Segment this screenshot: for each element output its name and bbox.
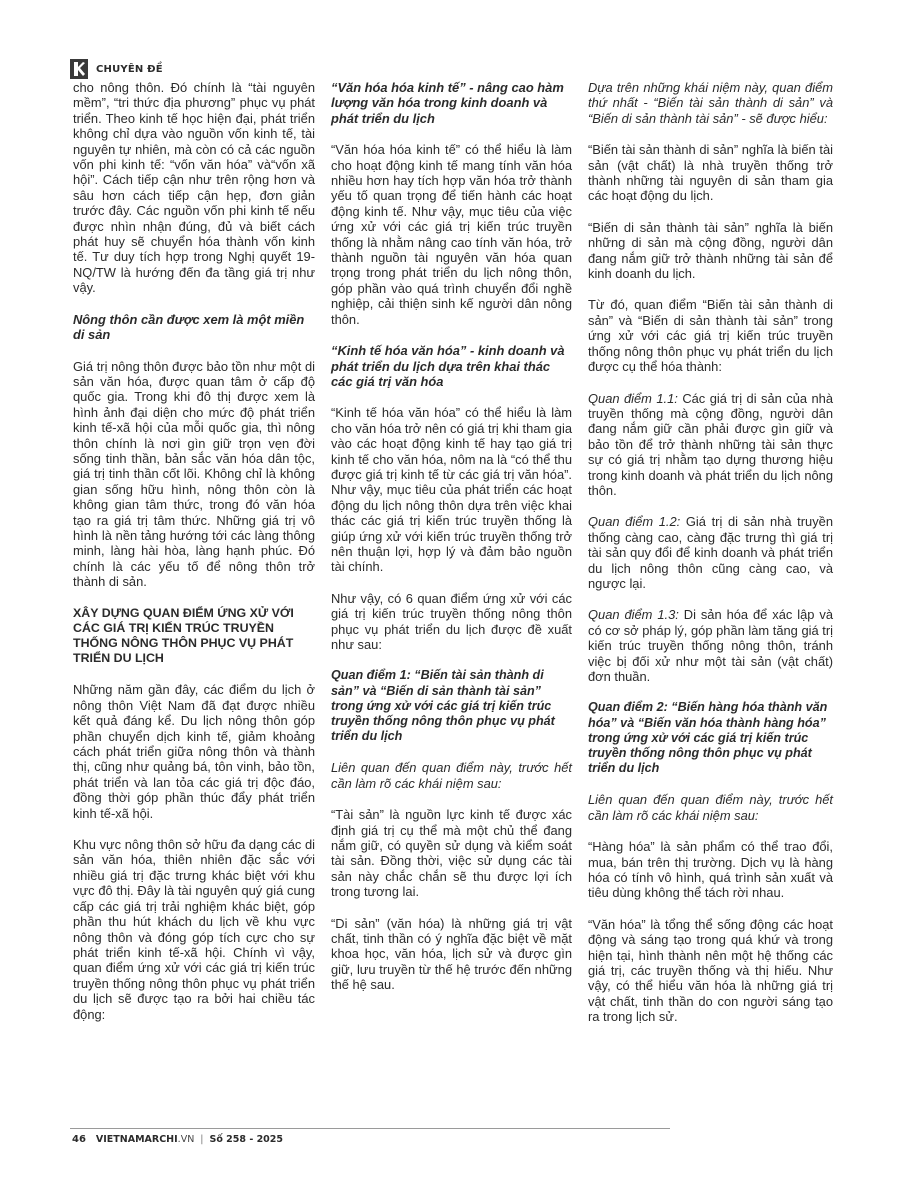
paragraph: “Biến di sản thành tài sản” nghĩa là biến những di sản mà cộng đồng, người dân đang nắm giữ trở thành những tài sản để kinh doanh du lịch. <box>588 219 833 282</box>
column-2 <box>331 80 572 1009</box>
paragraph: “Kinh tế hóa văn hóa” có thể hiểu là làm cho văn hóa trở nên có giá trị khi tham gia vào các hoạt động kinh tế hay tạo giá trị kinh tế cho văn hóa, nôm na là “có thể thu được giá trị kinh tế từ các giá trị văn hóa”. Như vậy, mục tiêu của phát triển các hoạt động du lịch nông thôn dựa trên việc khai thác các giá trị kiến trúc truyền thống là giúp ứng xử với kiến trúc truyền thống trở nên thuận lợi, hợp lý và đảm bảo nguồn tài chính. <box>331 405 572 575</box>
paragraph: “Văn hóa” là tổng thể sống động các hoạt động và sáng tạo trong quá khứ và trong hiện tại, hình thành nên một hệ thống các giá trị, các truyền thống và thị hiếu. Như vậy, có thể hiểu văn hóa là những giá trị vật chất, tinh thần do con người sáng tạo ra trong lịch sử. <box>588 916 833 1025</box>
footer-separator: | <box>200 1134 204 1145</box>
viewpoint-heading: Quan điểm 2: “Biến hàng hóa thành văn hóa” và “Biến văn hóa thành hàng hóa” trong ứng xử với các giá trị kiến trúc truyền thống nông thôn phục vụ phát triển du lịch <box>588 700 828 776</box>
viewpoint-label: Quan điểm 1.2: <box>588 514 681 530</box>
column-3 <box>588 80 833 1041</box>
paragraph: Như vậy, có 6 quan điểm ứng xử với các giá trị kiến trúc truyền thống nông thôn phục vụ phát triển du lịch được đề xuất như sau: <box>331 590 572 652</box>
paragraph: Những năm gần đây, các điểm du lịch ở nông thôn Việt Nam đã đạt được nhiều kết quả đáng kể. Du lịch nông thôn góp phần chuyển dịch kinh tế, giảm khoảng cách phát triển giữa nông thôn và thành thị, cũng như quảng bá, tôn vinh, bảo tồn, phát triển và lan tỏa các giá trị độc đáo, đồng thời góp phần thúc đẩy phát triển kinh tế-xã hội. <box>73 682 315 821</box>
brand-name: VIETNAMARCHI <box>95 1134 178 1145</box>
viewpoint-label: Quan điểm 1.1: <box>588 390 678 406</box>
section-heading: XÂY DỰNG QUAN ĐIỂM ỨNG XỬ VỚI CÁC GIÁ TRỊ KIẾN TRÚC TRUYỀN THỐNG NÔNG THÔN PHỤC VỤ PHÁT TRIỂN DU LỊCH <box>73 605 294 666</box>
viewpoint-text: Các giá trị di sản của nhà truyền thống mà cộng đồng, người dân đang nắm giữ cần phải được gìn giữ và bảo tồn để trở thành những tài sản thực sự có giá trị nhằm tạo dựng thương hiệu trong kinh doanh và phát triển du lịch nông thôn. <box>588 390 833 498</box>
viewpoint-text: Di sản hóa để xác lập và có cơ sở pháp lý, góp phần làm tăng giá trị kiến trúc truyền thống nông thôn, tránh việc bị đối xử như một tài sản (vật chất) đơn thuần. <box>588 607 833 684</box>
viewpoint-1-2 <box>588 514 833 591</box>
footer-divider <box>70 1128 670 1129</box>
paragraph: “Tài sản” là nguồn lực kinh tế được xác định giá trị cụ thể mà một chủ thể đang nắm giữ, có quyền sử dụng và kiểm soát tài sản. Đồng thời, việc sử dụng các tài sản này chắc chắn sẽ thu được lợi ích trong tương lai. <box>331 807 572 900</box>
subheading: Nông thôn cần được xem là một miền di sản <box>73 311 305 343</box>
magazine-logo-icon <box>70 59 88 79</box>
page-footer <box>70 1128 870 1152</box>
brand-domain: .VN <box>177 1134 195 1145</box>
subheading: “Kinh tế hóa văn hóa” - kinh doanh và phát triển du lịch dựa trên khai thác các giá trị văn hóa <box>331 343 565 389</box>
paragraph: “Biến tài sản thành di sản” nghĩa là biến tài sản (vật chất) là nhà truyền thống trở thành những tài nguyên di sản tham gia các hoạt động du lịch. <box>588 142 833 204</box>
paragraph: “Văn hóa hóa kinh tế” có thể hiểu là làm cho hoạt động kinh tế mang tính văn hóa nhiều hơn hay tích hợp văn hóa trở thành yếu tố quan trọng để tiến hành các hoạt động kinh tế. Như vậy, mục tiêu của việc ứng xử với các giá trị kiến trúc truyền thống là nhằm nâng cao tính văn hóa, trở thành nguồn tài nguyên văn hóa quan trọng trong phát triển du lịch nông thôn, góp phần vào quá trình chuyển đổi nghề nghiệp, cải thiện sinh kế người dân nông thôn. <box>331 142 572 327</box>
section-label: CHUYÊN ĐỀ <box>96 63 163 75</box>
viewpoint-heading: Quan điểm 1: “Biến tài sản thành di sản” và “Biến di sản thành tài sản” trong ứng xử với các giá trị kiến trúc truyền thống nông thôn phục vụ phát triển du lịch <box>331 668 555 744</box>
column-1 <box>73 80 315 1038</box>
issue-number: Số 258 - 2025 <box>209 1134 284 1145</box>
footer-text <box>72 1134 283 1145</box>
viewpoint-1-1 <box>588 391 833 499</box>
paragraph: “Hàng hóa” là sản phẩm có thể trao đổi, mua, bán trên thị trường. Dịch vụ là hàng hóa có tính vô hình, quá trình sản xuất và tiêu dùng không thể tách rời nhau. <box>588 839 833 901</box>
viewpoint-label: Quan điểm 1.3: <box>588 607 679 623</box>
viewpoint-text: Giá trị di sản nhà truyền thống càng cao, càng đặc trưng thì giá trị tài sản quy đổi để kinh doanh và phát triển du lịch nông thôn cũng càng cao, và ngược lại. <box>588 514 834 591</box>
paragraph: Từ đó, quan điểm “Biến tài sản thành di sản” và “Biến di sản thành tài sản” trong ứng xử với các giá trị kiến trúc truyền thống nông thôn phục vụ phát triển du lịch được cụ thể hóa thành: <box>588 297 833 375</box>
paragraph: “Di sản” (văn hóa) là những giá trị vật chất, tinh thần có ý nghĩa đặc biệt về mặt khoa học, văn hóa, lịch sử và được gìn giữ, lưu truyền từ thế hệ trước đến những thế hệ sau. <box>331 915 572 993</box>
viewpoint-1-3 <box>588 607 833 684</box>
paragraph: cho nông thôn. Đó chính là “tài nguyên mềm”, “tri thức địa phương” phục vụ phát triển. Theo kinh tế học hiện đại, phát triển không chỉ dựa vào nguồn vốn kinh tế, tài nguyên tự nhiên, mà còn có cả các nguồn vốn phi kinh tế: “vốn văn hóa” và“vốn xã hội”. Cách tiếp cận như trên rộng hơn và sâu hơn cách tiếp cận hẹp, đơn giản trước đây. Các nguồn vốn phi kinh tế nếu được nhìn nhận đúng, đủ và biết cách phát huy sẽ chuyển hóa thành vốn kinh tế. Tư duy tích hợp trong Nghị quyết 19-NQ/TW là hướng đến đa tầng giá trị như vậy. <box>73 80 315 296</box>
paragraph: Khu vực nông thôn sở hữu đa dạng các di sản văn hóa, thiên nhiên đặc sắc với nhiều giá trị đặc trưng khác biệt với khu vực đô thị. Đây là tài nguyên quý giá cung cấp các giá trị trải nghiệm khác biệt, góp phần thu hút khách du lịch về khu vực nông thôn và đóng góp tích cực cho sự phát triển kinh tế-xã hội. Chính vì vậy, quan điểm ứng xử với các giá trị kiến trúc truyền thống nông thôn phục vụ phát triển du lịch sẽ được tạo ra bởi hai chiều tác động: <box>73 837 315 1022</box>
paragraph: Dựa trên những khái niệm này, quan điểm thứ nhất - “Biến tài sản thành di sản” và “Biến di sản thành tài sản” - sẽ được hiểu: <box>588 80 833 126</box>
paragraph: Giá trị nông thôn được bảo tồn như một di sản văn hóa, được quan tâm ở cấp độ quốc gia. Trong khi đô thị được xem là hình ảnh đại diện cho mức độ phát triển kinh tế-xã hội của mỗi quốc gia, thì nông thôn chính là nơi gìn giữ trọn vẹn đời sống tinh thần, bản sắc văn hóa dân tộc, giá trị tinh thần cốt lõi. Không chỉ là không gian sống hữu hình, nông thôn còn là không gian tâm thức, trong đó văn hóa tạo ra giá trị tâm thức. Những giá trị vô hình là nền tảng hướng tới các làng thông minh, làng hài hòa, làng hạnh phúc. Đó chính là các yếu tố để nông thôn trở thành di sản. <box>73 358 315 590</box>
page-header <box>70 58 163 80</box>
page-number: 46 <box>72 1134 86 1145</box>
paragraph: Liên quan đến quan điểm này, trước hết cần làm rõ các khái niệm sau: <box>588 792 833 823</box>
subheading: “Văn hóa hóa kinh tế” - nâng cao hàm lượng văn hóa trong kinh doanh và phát triển du lịch <box>331 80 564 126</box>
paragraph: Liên quan đến quan điểm này, trước hết cần làm rõ các khái niệm sau: <box>331 760 572 791</box>
